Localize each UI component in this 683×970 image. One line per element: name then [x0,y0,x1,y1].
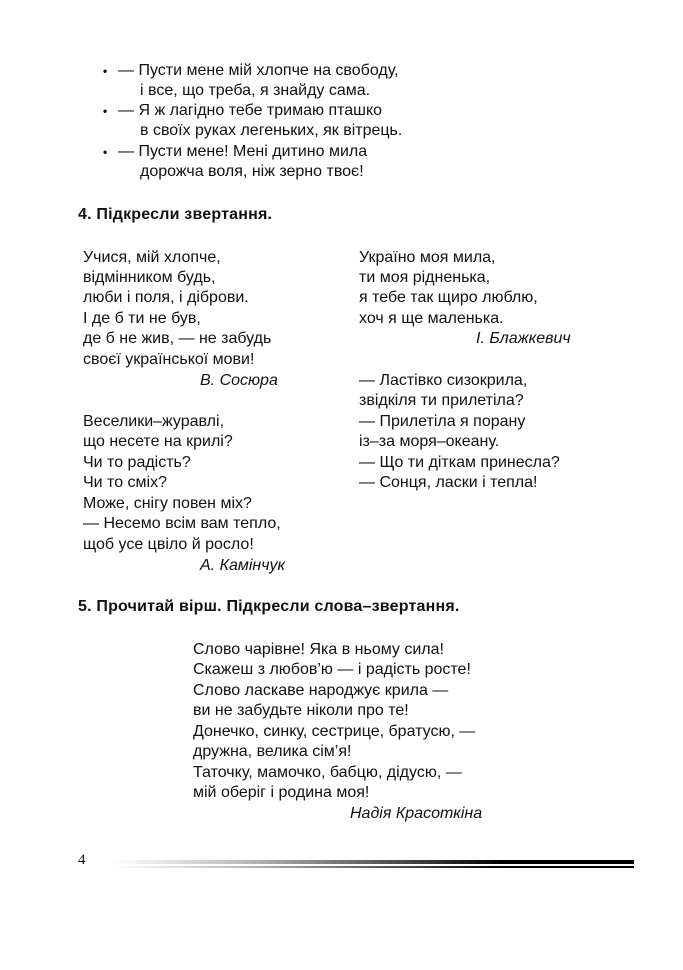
poem-line: дружна, велика сім’я! [193,743,352,760]
poem-line: — Сонця, ласки і тепла! [359,474,538,491]
poem-author: І. Блажкевич [476,330,571,347]
poem-line: люби і поля, і діброви. [83,289,249,306]
poem-line: Учися, мій хлопче, [83,249,221,266]
poem-line: ти моя рідненька, [359,269,491,286]
poem-line: Слово чарівне! Яка в ньому сила! [193,641,444,658]
poem-line: своєї української мови! [83,351,255,368]
poem-line: Скажеш з любов’ю — і радість росте! [193,661,471,678]
poem-line: що несете на крилі? [83,433,233,450]
poem-line: із–за моря–океану. [359,433,500,450]
poem-line: Донечко, синку, сестрице, братусю, — [193,723,476,740]
poem-line: звідкіля ти прилетіла? [359,392,524,409]
poem-author: В. Сосюра [200,372,278,389]
page-number: 4 [78,852,86,868]
poem-line: Чи то радість? [83,454,191,471]
poem-line: Таточку, мамочко, бабцю, дідусю, — [193,764,462,781]
poem-line: — Прилетіла я порану [359,413,526,430]
dialogue-line: — Пусти мене мій хлопче на свободу, [118,62,399,79]
poem-line: Україно моя мила, [359,249,496,266]
bullet-icon: • [103,145,108,159]
dialogue-line: і все, що треба, я знайду сама. [140,82,371,99]
dialogue-line: дорожча воля, ніж зерно твоє! [140,163,364,180]
bullet-icon: • [103,64,108,78]
footer-divider [112,860,634,864]
task5-heading: 5. Прочитай вірш. Підкресли слова–звертання. [78,598,460,615]
poem-line: ви не забудьте ніколи про те! [193,702,409,719]
task4-heading: 4. Підкресли звертання. [78,206,273,223]
poem-author: А. Камінчук [200,557,286,574]
dialogue-line: — Я ж лагідно тебе тримаю пташко [118,102,383,119]
poem-line: — Несемо всім вам тепло, [83,515,281,532]
poem-line: І де б ти не був, [83,310,201,327]
dialogue-line: — Пусти мене! Мені дитино мила [118,143,368,160]
bullet-icon: • [103,104,108,118]
poem-line: — Ластівко сизокрила, [359,372,528,389]
poem-author: Надія Красоткіна [350,805,483,822]
poem-line: відмінником будь, [83,269,216,286]
poem-line: Веселики–журавлі, [83,413,225,430]
poem-line: де б не жив, — не забудь [83,330,272,347]
poem-line: — Що ти діткам принесла? [359,454,560,471]
poem-line: хоч я ще маленька. [359,310,504,327]
poem-line: Може, снігу повен міх? [83,495,252,512]
footer-divider [112,866,634,868]
poem-line: щоб усе цвіло й росло! [83,536,254,553]
dialogue-line: в своїх руках легеньких, як вітрець. [140,122,403,139]
poem-line: я тебе так щиро люблю, [359,289,538,306]
poem-line: Слово ласкаве народжує крила — [193,682,449,699]
poem-line: Чи то сміх? [83,474,167,491]
poem-line: мій оберіг і родина моя! [193,784,370,801]
